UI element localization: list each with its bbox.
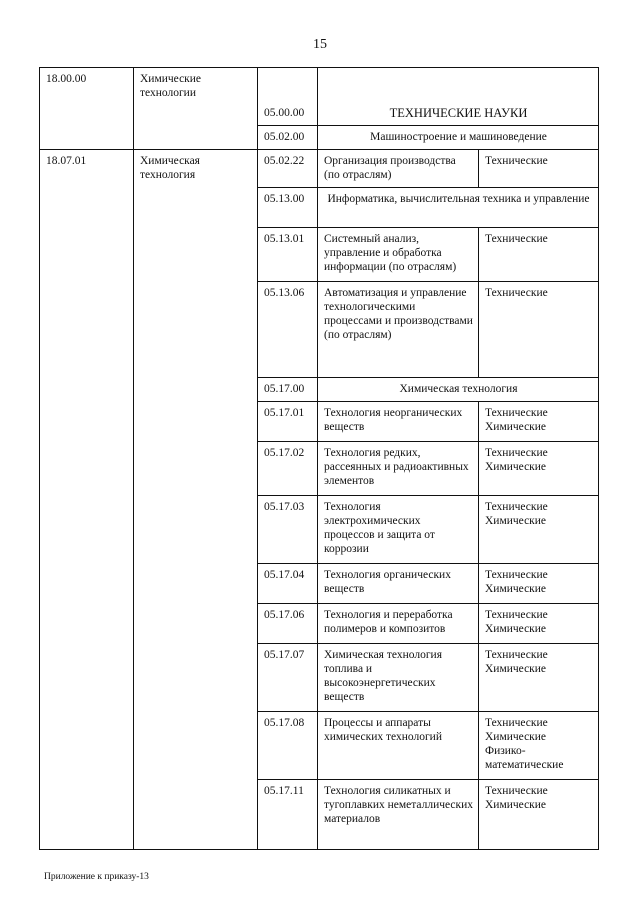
specialty-code: 05.17.08 — [258, 711, 318, 779]
science-branch: Технические Химические — [479, 441, 599, 495]
science-branch: Технические — [479, 281, 599, 377]
header-code: 05.17.00 — [258, 377, 318, 401]
specialty-name: Технология электрохимических процессов и защита от коррозии — [318, 495, 479, 563]
science-branch: Технические Химические — [479, 603, 599, 643]
specialty-row — [40, 149, 599, 187]
specialty-name: Процессы и аппараты химических технологий — [318, 711, 479, 779]
header-title: Информатика, вычислительная техника и управление — [318, 187, 599, 227]
page-number: 15 — [313, 37, 327, 52]
specialty-code: 05.13.01 — [258, 227, 318, 281]
specialties-table — [39, 67, 599, 850]
specialty-name: Технология неорганических веществ — [318, 401, 479, 441]
specialty-name: Технология силикатных и тугоплавких неметаллических материалов — [318, 779, 479, 849]
specialty-code: 05.02.22 — [258, 149, 318, 187]
group-name: Химическая технология — [134, 149, 258, 849]
header-title: Химическая технология — [318, 377, 599, 401]
group-code: 18.00.00 — [40, 68, 134, 150]
science-branch: Технические Химические — [479, 643, 599, 711]
specialty-code: 05.17.01 — [258, 401, 318, 441]
specialty-name: Организация производства (по отраслям) — [318, 149, 479, 187]
specialty-name: Системный анализ, управление и обработка информации (по отраслям) — [318, 227, 479, 281]
group-row — [40, 68, 599, 102]
science-branch: Технические Химические — [479, 401, 599, 441]
header-title: ТЕХНИЧЕСКИЕ НАУКИ — [318, 102, 599, 126]
header-code: 05.00.00 — [258, 102, 318, 126]
header-code: 05.02.00 — [258, 125, 318, 149]
specialty-code: 05.17.11 — [258, 779, 318, 849]
group-code: 18.07.01 — [40, 149, 134, 849]
specialty-code: 05.17.04 — [258, 563, 318, 603]
science-branch: Технические Химические — [479, 779, 599, 849]
specialty-name: Автоматизация и управление технологическими процессами и производствами (по отраслям) — [318, 281, 479, 377]
science-branch: Технические — [479, 227, 599, 281]
specialty-name: Химическая технология топлива и высокоэнергетических веществ — [318, 643, 479, 711]
science-branch: Технические Химические Физико-математические — [479, 711, 599, 779]
header-title: Машиностроение и машиноведение — [318, 125, 599, 149]
science-branch: Технические Химические — [479, 495, 599, 563]
footer-note: Приложение к приказу-13 — [44, 872, 149, 882]
science-branch: Технические — [479, 149, 599, 187]
specialty-name: Технология и переработка полимеров и композитов — [318, 603, 479, 643]
specialty-code: 05.17.02 — [258, 441, 318, 495]
science-branch: Технические Химические — [479, 563, 599, 603]
specialty-code: 05.17.07 — [258, 643, 318, 711]
specialty-name: Технология органических веществ — [318, 563, 479, 603]
specialty-code: 05.13.06 — [258, 281, 318, 377]
group-name: Химические технологии — [134, 68, 258, 150]
specialty-name: Технология редких, рассеянных и радиоактивных элементов — [318, 441, 479, 495]
header-code: 05.13.00 — [258, 187, 318, 227]
specialty-code: 05.17.06 — [258, 603, 318, 643]
specialty-code: 05.17.03 — [258, 495, 318, 563]
